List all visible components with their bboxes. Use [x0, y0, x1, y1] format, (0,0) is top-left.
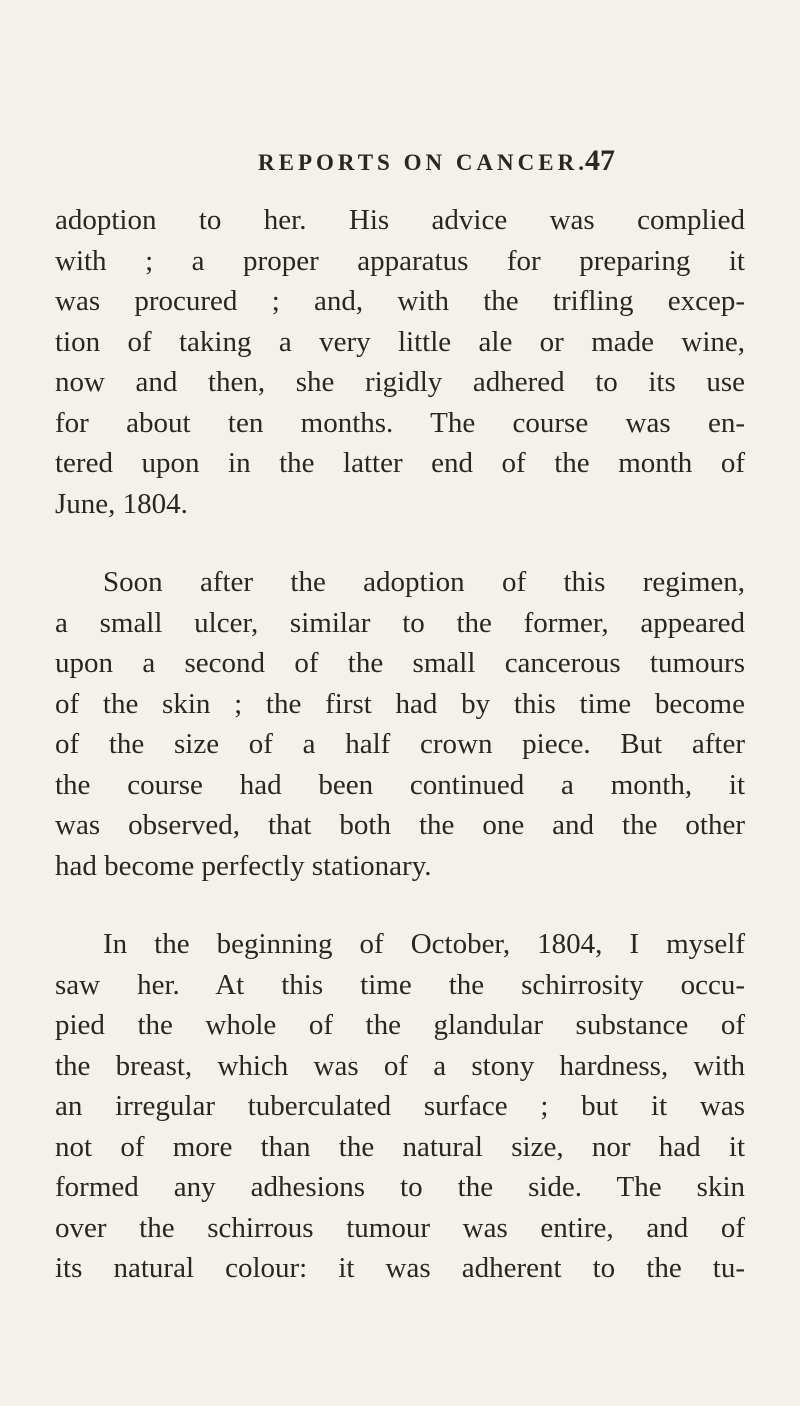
text-line: for about ten months. The course was en- [55, 406, 745, 439]
text-line: saw her. At this time the schirrosity occu- [55, 968, 745, 1001]
text-line: not of more than the natural size, nor had it [55, 1130, 745, 1163]
text-line: the course had been continued a month, it [55, 768, 745, 801]
text-line: of the skin ; the first had by this time become [55, 687, 745, 720]
text-line: tered upon in the latter end of the month of [55, 447, 745, 479]
text-line: had become perfectly stationary. [55, 849, 432, 882]
text-line: pied the whole of the glandular substance of [55, 1009, 745, 1041]
text-line: of the size of a half crown piece. But after [55, 728, 745, 760]
paragraph-1 [55, 200, 745, 524]
text-line: over the schirrous tumour was entire, and of [55, 1211, 745, 1244]
paragraph-2 [55, 562, 745, 886]
text-line: tion of taking a very little ale or made wine, [55, 325, 745, 358]
text-line: In the beginning of October, 1804, I myself [103, 928, 745, 960]
text-line: was procured ; and, with the trifling excep- [55, 285, 745, 317]
page-number: 47 [585, 144, 615, 177]
text-line: was observed, that both the one and the other [55, 809, 745, 841]
body-text [55, 200, 745, 1289]
text-line: a small ulcer, similar to the former, appeared [55, 606, 745, 639]
text-line: an irregular tuberculated surface ; but it was [55, 1090, 745, 1122]
paragraph-3 [55, 924, 745, 1289]
text-line: the breast, which was of a stony hardness, with [55, 1049, 745, 1082]
running-title: REPORTS ON CANCER. [258, 150, 588, 175]
text-line: adoption to her. His advice was complied [55, 204, 745, 236]
text-line: now and then, she rigidly adhered to its use [55, 366, 745, 398]
text-line: its natural colour: it was adherent to the tu- [55, 1252, 745, 1284]
text-line: Soon after the adoption of this regimen, [103, 566, 745, 598]
running-head [258, 144, 678, 190]
text-line: formed any adhesions to the side. The skin [55, 1171, 745, 1203]
text-line: June, 1804. [55, 487, 188, 520]
text-line: upon a second of the small cancerous tumours [55, 647, 745, 679]
text-line: with ; a proper apparatus for preparing it [55, 244, 745, 277]
